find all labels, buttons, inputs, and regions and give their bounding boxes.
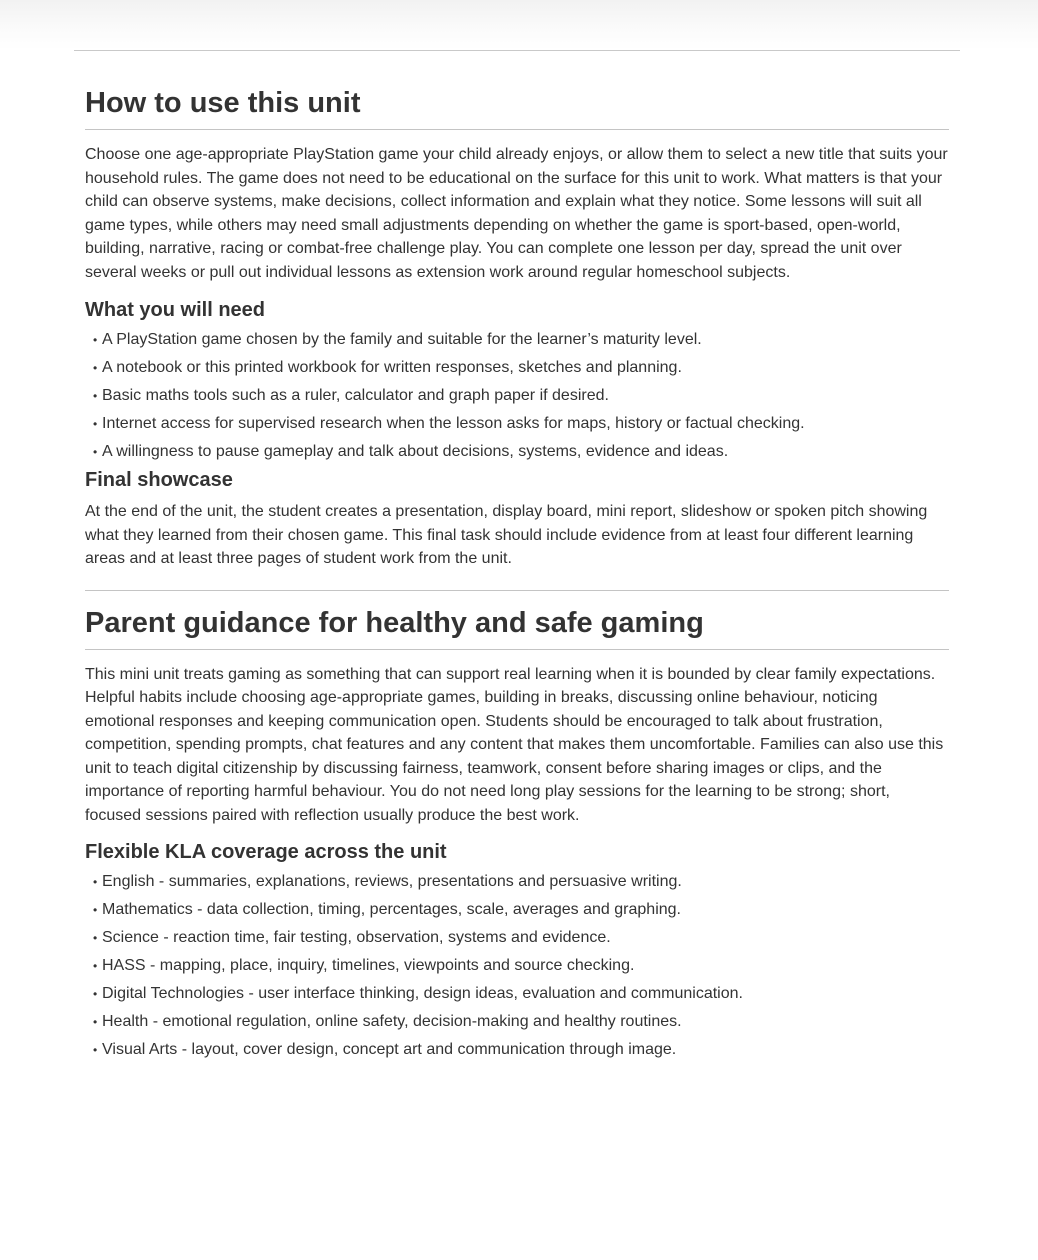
- bullet-icon: •: [93, 361, 98, 375]
- section-how-to-use: [85, 84, 949, 571]
- list-item: [85, 438, 949, 466]
- parent-guidance-paragraph: This mini unit treats gaming as something that can support real learning when it is bounded by clear family expectations. Helpful habits include choosing age-appropriate games, building in breaks, discussing online behaviour, noticing emotional responses and keeping communication open. Students should be encouraged to talk about frustration, competition, spending prompts, chat features and any content that makes them uncomfortable. Families can also use this unit to teach digital citizenship by discussing fairness, teamwork, consent before sharing images or clips, and the importance of reporting harmful behaviour. You do not need long play sessions for the learning to be strong; short, focused sessions paired with reflection usually produce the best work.: [85, 665, 944, 824]
- list-item-text: Visual Arts - layout, cover design, concept art and communication through image.: [102, 1041, 677, 1058]
- list-item: [85, 896, 949, 924]
- section-title-how-to-use: How to use this unit: [85, 84, 949, 130]
- bullet-icon: •: [93, 1043, 98, 1057]
- list-item: [85, 952, 949, 980]
- list-item: [85, 980, 949, 1008]
- list-item-text: A notebook or this printed workbook for written responses, sketches and planning.: [102, 359, 682, 376]
- needs-list: [85, 326, 949, 466]
- list-item-text: Mathematics - data collection, timing, percentages, scale, averages and graphing.: [102, 901, 681, 918]
- bullet-icon: •: [93, 987, 98, 1001]
- final-showcase-paragraph: At the end of the unit, the student creates a presentation, display board, mini report, slideshow or spoken pitch showing what they learned from their chosen game. This final task should include evidence from at least four different learning areas and at least three pages of student work from the unit.: [85, 503, 928, 567]
- bullet-icon: •: [93, 903, 98, 917]
- list-item-text: Science - reaction time, fair testing, observation, systems and evidence.: [102, 929, 611, 946]
- bullet-icon: •: [93, 333, 98, 347]
- section-divider: [85, 590, 949, 591]
- list-item-text: Digital Technologies - user interface thinking, design ideas, evaluation and communication.: [102, 985, 743, 1002]
- document-body: [85, 84, 949, 1064]
- header-divider: [74, 50, 960, 51]
- list-item-text: HASS - mapping, place, inquiry, timelines, viewpoints and source checking.: [102, 957, 635, 974]
- list-item-text: A PlayStation game chosen by the family and suitable for the learner’s maturity level.: [102, 331, 702, 348]
- heading-what-you-will-need: What you will need: [85, 299, 266, 321]
- page-top-shade: [0, 0, 1038, 50]
- bullet-icon: •: [93, 1015, 98, 1029]
- list-item: [85, 924, 949, 952]
- bullet-icon: •: [93, 959, 98, 973]
- section-title-parent-guidance: Parent guidance for healthy and safe gaming: [85, 604, 949, 650]
- heading-final-showcase: Final showcase: [85, 469, 233, 491]
- section-parent-guidance: [85, 604, 949, 1065]
- list-item: [85, 326, 949, 354]
- bullet-icon: •: [93, 445, 98, 459]
- list-item: [85, 1036, 949, 1064]
- list-item-text: Health - emotional regulation, online safety, decision-making and healthy routines.: [102, 1013, 682, 1030]
- kla-list: [85, 868, 949, 1064]
- list-item: [85, 868, 949, 896]
- list-item: [85, 410, 949, 438]
- list-item: [85, 382, 949, 410]
- bullet-icon: •: [93, 931, 98, 945]
- heading-kla-coverage: Flexible KLA coverage across the unit: [85, 841, 447, 863]
- list-item-text: Basic maths tools such as a ruler, calculator and graph paper if desired.: [102, 387, 609, 404]
- how-to-use-paragraph: Choose one age-appropriate PlayStation game your child already enjoys, or allow them to select a new title that suits your household rules. The game does not need to be educational on the surface for this unit to work. What matters is that your child can observe systems, make decisions, collect information and explain what they notice. Some lessons will suit all game types, while others may need small adjustments depending on whether the game is sport-based, open-world, building, narrative, racing or combat-free challenge play. You can complete one lesson per day, spread the unit over several weeks or pull out individual lessons as extension work around regular homeschool subjects.: [85, 146, 948, 281]
- list-item: [85, 1008, 949, 1036]
- list-item-text: English - summaries, explanations, reviews, presentations and persuasive writing.: [102, 873, 682, 890]
- bullet-icon: •: [93, 417, 98, 431]
- list-item-text: A willingness to pause gameplay and talk about decisions, systems, evidence and ideas.: [102, 443, 729, 460]
- bullet-icon: •: [93, 875, 98, 889]
- list-item-text: Internet access for supervised research when the lesson asks for maps, history or factual checking.: [102, 415, 805, 432]
- list-item: [85, 354, 949, 382]
- bullet-icon: •: [93, 389, 98, 403]
